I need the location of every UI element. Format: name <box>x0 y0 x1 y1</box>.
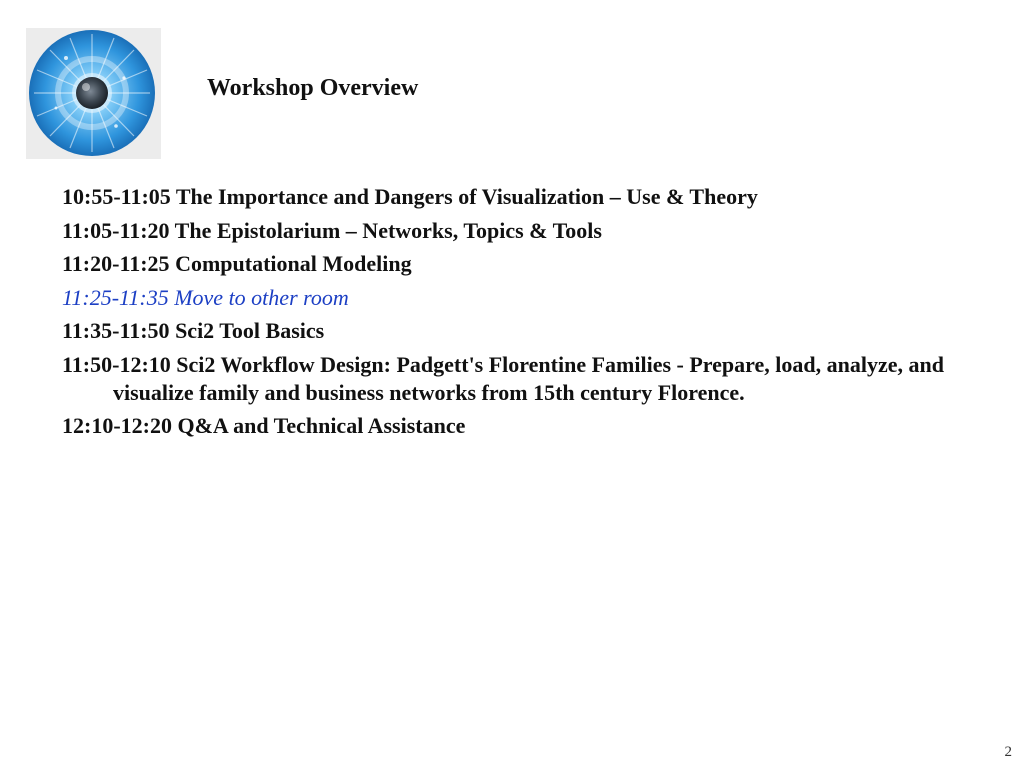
agenda-text: Move to other room <box>174 284 349 310</box>
eye-iris-icon <box>26 28 161 159</box>
agenda-item <box>62 412 962 440</box>
page-number: 2 <box>1004 744 1012 760</box>
agenda-time: 12:10-12:20 <box>62 413 172 438</box>
agenda-text: Computational Modeling <box>175 251 412 276</box>
agenda-time: 11:20-11:25 <box>62 251 170 276</box>
slide-title: Workshop Overview <box>207 75 419 101</box>
agenda-time: 11:35-11:50 <box>62 318 170 343</box>
agenda-text: Sci2 Tool Basics <box>175 318 325 343</box>
agenda-time: 11:25-11:35 <box>62 284 169 310</box>
agenda-item <box>62 351 962 407</box>
agenda-text: The Importance and Dangers of Visualization – Use & Theory <box>175 184 758 209</box>
agenda-text: Q&A and Technical Assistance <box>177 413 466 438</box>
agenda-text: Sci2 Workflow Design: Padgett's Florentine Families - Prepare, load, analyze, and visualize family and business networks from 15th century Florence. <box>113 351 944 405</box>
agenda-item <box>62 183 962 211</box>
agenda-item <box>62 217 962 245</box>
agenda-item <box>62 250 962 278</box>
agenda-list <box>62 183 962 446</box>
agenda-time: 11:05-11:20 <box>62 217 170 243</box>
agenda-time: 10:55-11:05 <box>62 184 171 209</box>
eye-logo <box>26 28 161 159</box>
agenda-time: 11:50-12:10 <box>62 351 171 377</box>
agenda-text: The Epistolarium – Networks, Topics & Tools <box>174 217 602 243</box>
agenda-item <box>62 317 962 345</box>
agenda-item-highlighted <box>62 284 962 312</box>
